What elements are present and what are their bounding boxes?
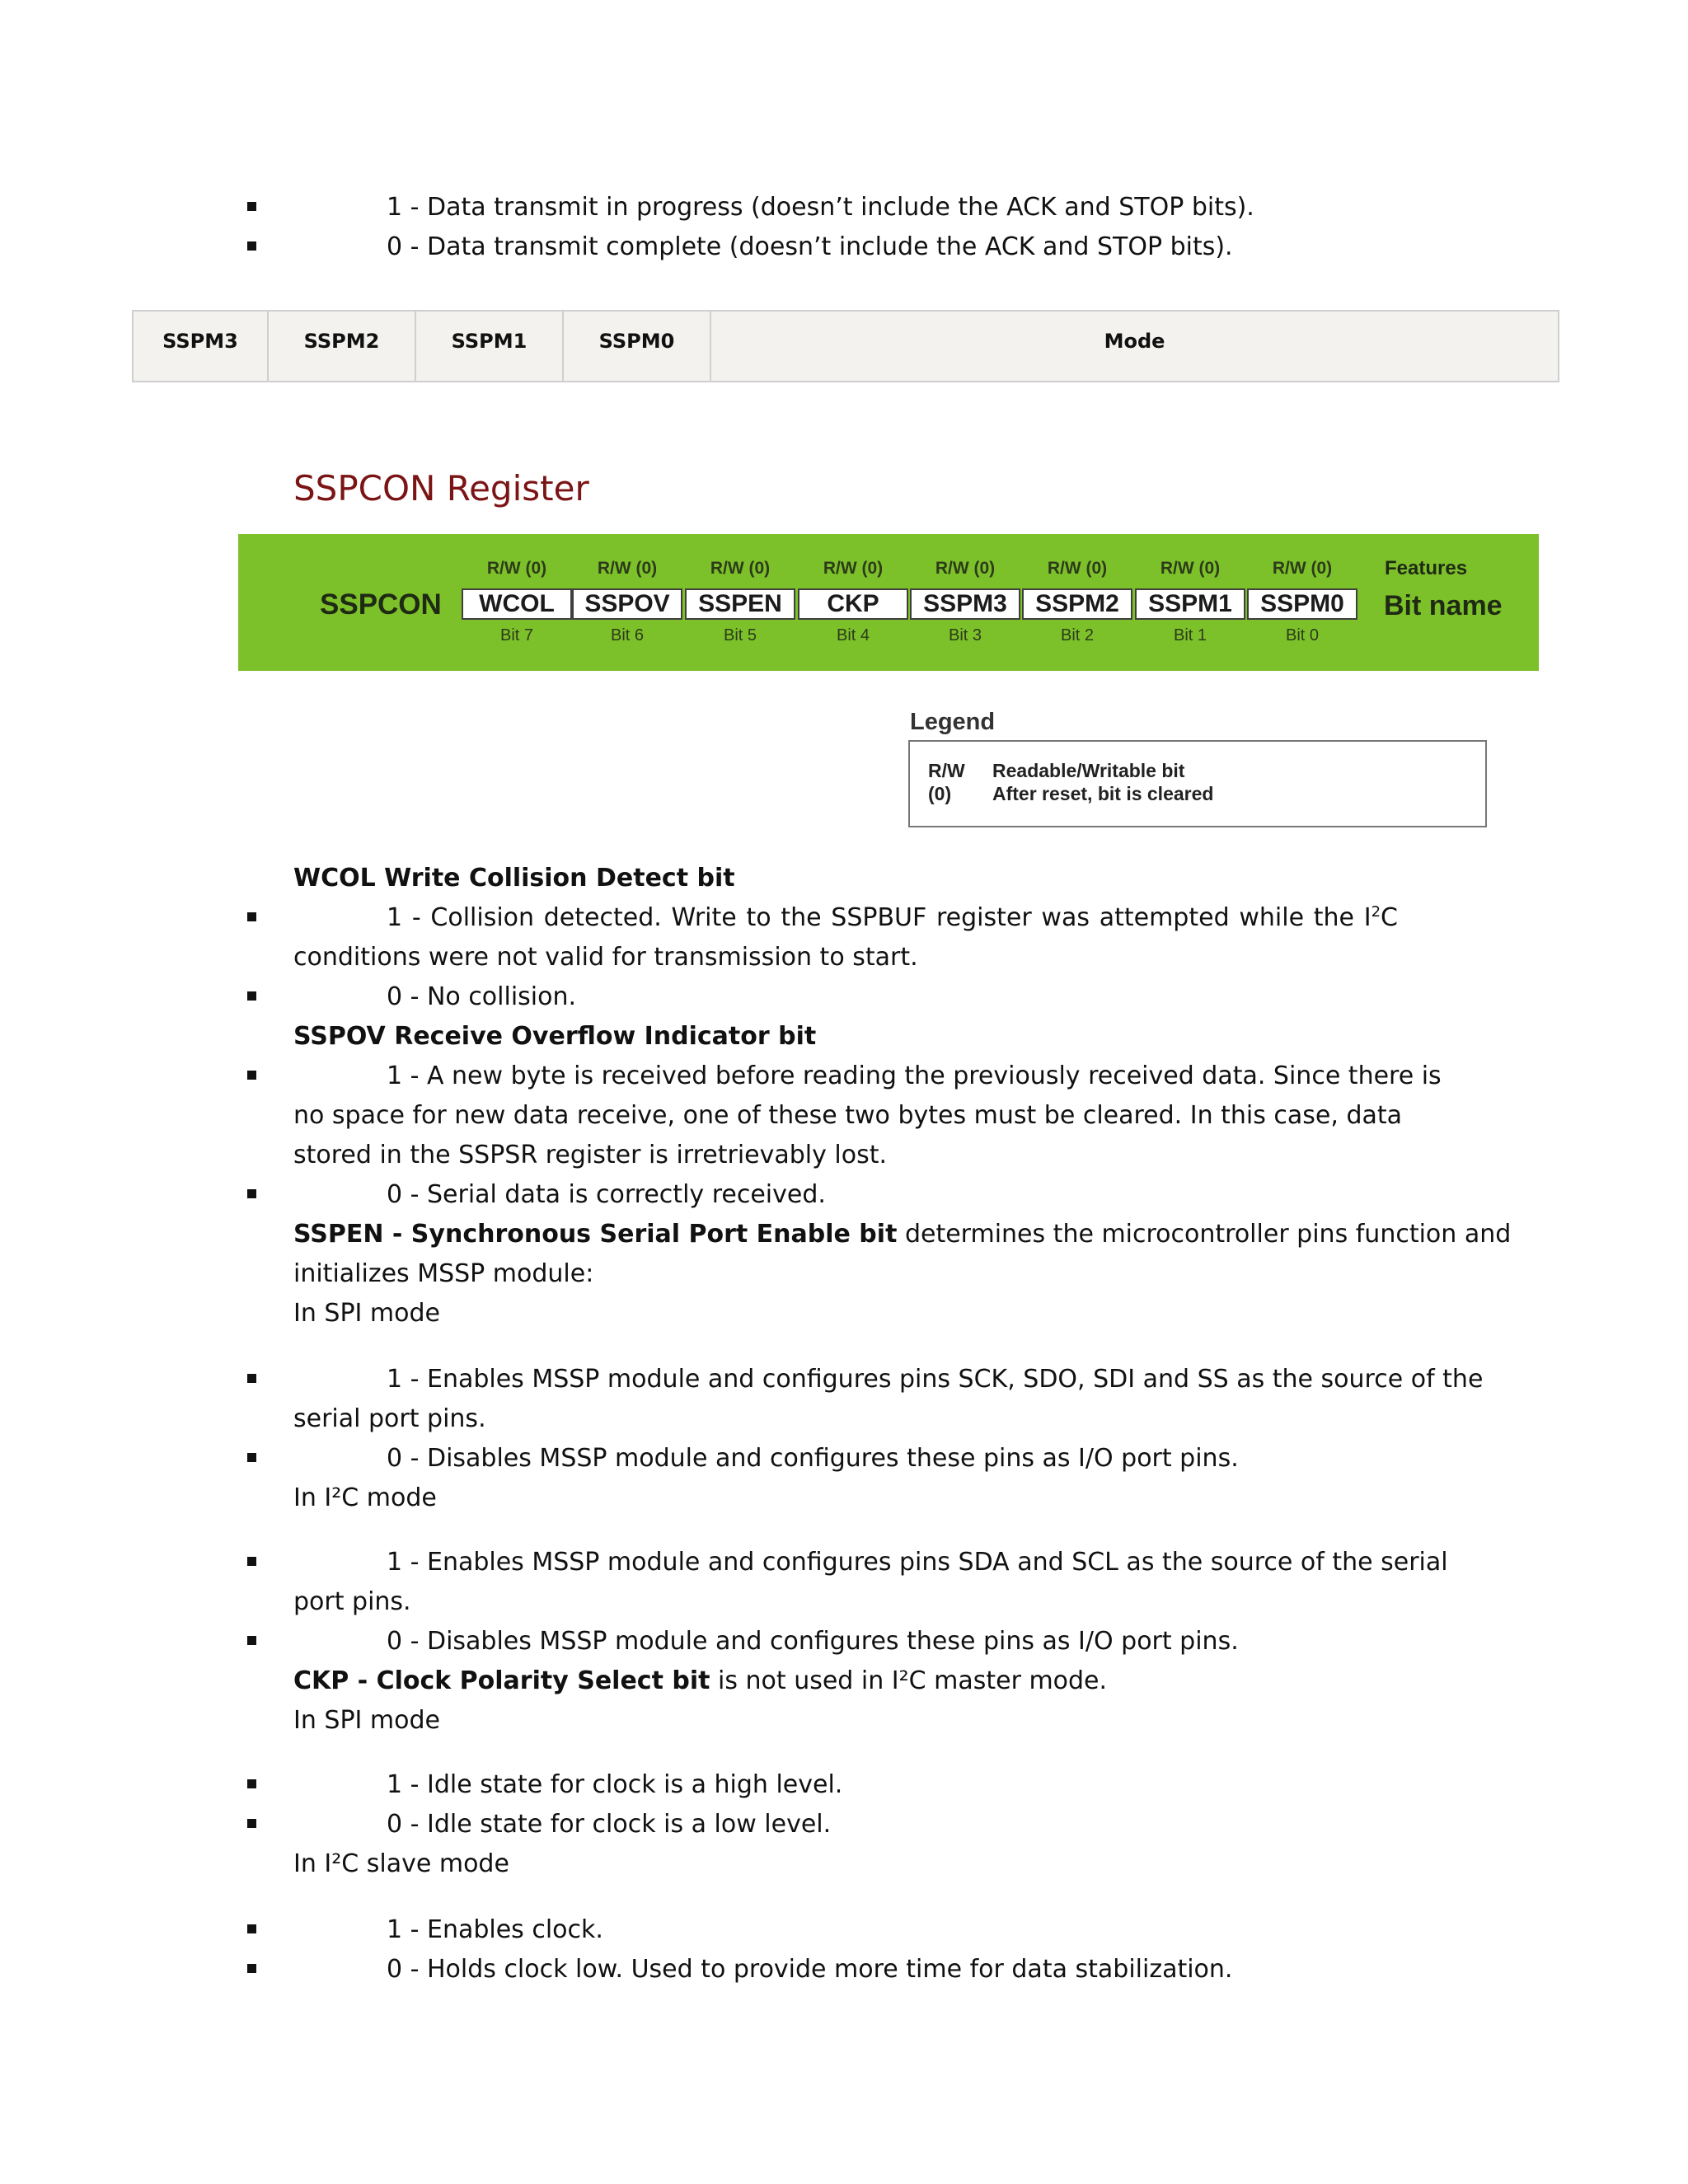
wcol-heading: WCOL Write Collision Detect bit [293, 864, 735, 893]
bullet-icon [247, 991, 256, 1001]
legend-title: Legend [910, 709, 996, 735]
list-item [0, 1950, 1688, 1990]
list-item [0, 1805, 1688, 1844]
bit-index: Bit 5 [723, 626, 757, 644]
list-item-text: 0 - Holds clock low. Used to provide more time for data stabilization. [387, 1955, 1233, 1984]
bit-name-cell: SSPM2 [1022, 588, 1132, 620]
list-item-text: 1 - Idle state for clock is a high level. [387, 1770, 843, 1799]
list-item [0, 977, 1688, 1017]
table-header-cell: Mode [710, 311, 1559, 382]
bullet-icon [247, 241, 256, 251]
table-header-row [133, 311, 1559, 382]
bit-index: Bit 7 [499, 626, 534, 644]
legend-key: R/W [928, 760, 965, 781]
bullet-icon [247, 1374, 256, 1383]
list-item [0, 1439, 1688, 1479]
list-item-text: 0 - Data transmit complete (doesn’t include the ACK and STOP bits). [387, 232, 1233, 261]
sspov-bullet-1 [293, 1057, 1442, 1175]
mode-table [132, 310, 1559, 382]
bullet-icon [247, 1779, 256, 1788]
register-name: SSPCON [320, 588, 442, 621]
list-item-text: 0 - No collision. [387, 982, 577, 1011]
sspen-spi-mode: In SPI mode [293, 1299, 440, 1328]
bit-name-cell: WCOL [462, 588, 572, 620]
legend-value: After reset, bit is cleared [992, 783, 1214, 804]
features-label: Features [1385, 557, 1468, 579]
list-item-text: 1 - A new byte is received before reading the previously received data. Since there is [387, 1062, 1442, 1090]
legend-value: Readable/Writable bit [992, 760, 1185, 781]
sspen-i2c-mode: In I²C mode [293, 1483, 437, 1512]
list-item [0, 1910, 1688, 1950]
bit-access: R/W (0) [486, 559, 547, 578]
bullet-icon [247, 912, 256, 921]
list-item [0, 1765, 1688, 1805]
section-title: SSPCON Register [293, 468, 589, 509]
sspen-spi-bullet-1 [293, 1360, 1484, 1439]
bit-name-cell: SSPM0 [1247, 588, 1357, 620]
list-item [0, 227, 1688, 267]
bullet-icon [247, 1189, 256, 1198]
bit-access: R/W (0) [597, 559, 658, 578]
table-header-cell: SSPM2 [268, 311, 415, 382]
table-header-cell: SSPM0 [563, 311, 710, 382]
register-diagram [238, 534, 1539, 671]
bit-index: Bit 0 [1285, 626, 1320, 644]
list-item-text: 0 - Idle state for clock is a low level. [387, 1810, 832, 1839]
bit-name-cell: SSPOV [572, 588, 682, 620]
bit-name-cell: CKP [798, 588, 908, 620]
sspov-heading: SSPOV Receive Overflow Indicator bit [293, 1022, 817, 1051]
legend-key: (0) [928, 783, 952, 804]
list-item-text: conditions were not valid for transmission to start. [293, 943, 918, 972]
list-item-text: no space for new data receive, one of these two bytes must be cleared. In this case, data [293, 1101, 1403, 1130]
bit-index: Bit 4 [836, 626, 870, 644]
list-item [0, 1622, 1688, 1661]
bit-access: R/W (0) [935, 559, 996, 578]
list-item-text: 0 - Disables MSSP module and configures these pins as I/O port pins. [387, 1444, 1239, 1473]
bullet-icon [247, 1071, 256, 1080]
bullet-icon [247, 1636, 256, 1645]
ckp-spi-mode: In SPI mode [293, 1706, 440, 1735]
wcol-bullet-1 [293, 898, 1398, 977]
sspen-heading: SSPEN - Synchronous Serial Port Enable bit determines the microcontroller pins function and initializes MSSP module: [293, 1220, 1512, 1288]
bit-name-label: Bit name [1384, 590, 1503, 621]
list-item-text: 1 - Data transmit in progress (doesn’t include the ACK and STOP bits). [387, 193, 1254, 222]
table-header-cell: SSPM3 [133, 311, 268, 382]
bit-index: Bit 1 [1173, 626, 1207, 644]
list-item-text: 1 - Enables MSSP module and configures pins SCK, SDO, SDI and SS as the source of the [387, 1365, 1484, 1394]
list-item-text: 1 - Collision detected. Write to the SSPBUF register was attempted while the $I^2C$ [387, 903, 1398, 932]
bit-name-cell: SSPEN [685, 588, 795, 620]
ckp-heading: CKP - Clock Polarity Select bit is not used in I²C master mode. [293, 1666, 1108, 1695]
list-item [0, 1175, 1688, 1215]
bullet-icon [247, 1557, 256, 1566]
bullet-icon [247, 1819, 256, 1828]
ckp-slave-mode: In I²C slave mode [293, 1849, 509, 1878]
bit-name-cell: SSPM1 [1135, 588, 1245, 620]
bullet-icon [247, 1924, 256, 1933]
list-item-text: serial port pins. [293, 1404, 486, 1433]
list-item-text: 1 - Enables clock. [387, 1915, 603, 1944]
list-item-text: 1 - Enables MSSP module and configures pins SDA and SCL as the source of the serial [387, 1548, 1448, 1577]
bit-access: R/W (0) [1160, 559, 1221, 578]
bullet-icon [247, 202, 256, 211]
list-item-text: stored in the SSPSR register is irretrievably lost. [293, 1141, 888, 1169]
bullet-icon [247, 1453, 256, 1462]
list-item [0, 188, 1688, 227]
bullet-icon [247, 1964, 256, 1973]
bit-index: Bit 6 [610, 626, 645, 644]
bit-index: Bit 2 [1060, 626, 1095, 644]
bit-name-cell: SSPM3 [910, 588, 1020, 620]
list-item-text: 0 - Disables MSSP module and configures these pins as I/O port pins. [387, 1627, 1239, 1656]
bit-access: R/W (0) [1272, 559, 1333, 578]
list-item-text: 0 - Serial data is correctly received. [387, 1180, 826, 1209]
bit-access: R/W (0) [710, 559, 771, 578]
bit-access: R/W (0) [1047, 559, 1108, 578]
legend-box [908, 740, 1487, 827]
bit-access: R/W (0) [823, 559, 884, 578]
bit-index: Bit 3 [948, 626, 982, 644]
table-header-cell: SSPM1 [415, 311, 563, 382]
list-item-text: port pins. [293, 1587, 411, 1616]
sspen-i2c-bullet-1 [293, 1543, 1448, 1622]
